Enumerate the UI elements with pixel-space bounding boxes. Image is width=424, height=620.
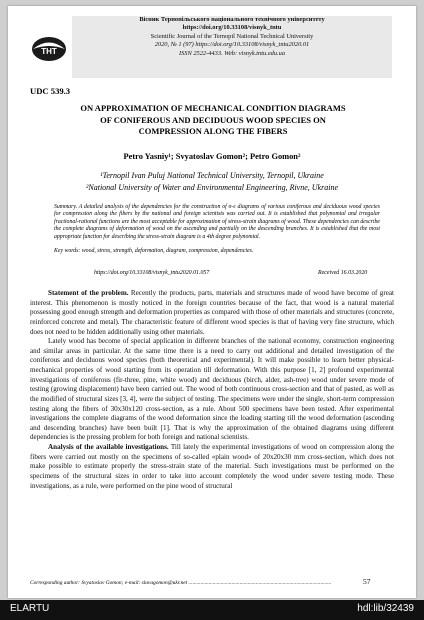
body-text	[30, 289, 394, 491]
paragraph: Lately wood has become of special application in different branches of the national economy, construction engineering and similar areas in particular. At the same time there is a need to carry out additional and detailed investigation of the coniferous and deciduous wood species (both theoretical and experimental). It will make possible to learn better physical-mechanical properties of wood starting from its operation till deformation. With this purpose [1, 2] profound experimental investigations of coniferous (fir-three, pine, white wood) and deciduous (birch, alder, ash-tree) wood under severe mode of testing (growing displacement) have been carried out. The wood of both continuous cross-section and that of pasted, as well as the modified of structural sizes [3, 4], were the subject of testing. The specimens were under the single, short-term compression testing along the fibers of 30x30x120 cross-section, as a rule. About 500 specimens have been tested. After experimental investigations the complete diagrams of the wood deformation since the loading starting till the wood deformation (ascending and descending branches) have been built [1]. That is why the approximation of the obtained diagrams using different dependencies is the pressing problem for both foreign and national scientists.	[30, 337, 394, 442]
affiliation-1: ¹Ternopil Ivan Puluj National Technical University, Ternopil, Ukraine	[100, 171, 324, 180]
abstract: Summary. A detailed analysis of the dependencies for the construction of σ-ε diagrams of various coniferous and deciduous wood species for compression along the fibers by the national and foreign scientists was carried out. It is established that polynomial and irregular fractional-rational functions are the most acceptable for approximation of stress-strain diagrams of wood. These dependencies can describe the complete diagrams of deformation of wood on the ascending and partially on the descending branches. It is established that the most appropriate function for describing the stress-strain diagram is a 4th degree polynomial.	[54, 204, 380, 240]
handle-id[interactable]: hdl:lib/32439	[357, 603, 414, 614]
issue-info: 2020, № 1 (97) https://doi.org/10.33108/visnyk_tntu2020.01	[154, 41, 310, 49]
title-line: COMPRESSION ALONG THE FIBERS	[138, 126, 288, 137]
section-heading: Statement of the problem.	[48, 289, 129, 297]
footnote: Corresponding author: Svyatoslav Gomon; e-mail: slavagomon@ukr.net ..........................................................................................................	[30, 580, 332, 586]
issn-info: ISSN 2522-4433. Web: visnyk.tntu.edu.ua	[178, 49, 286, 57]
repository-name[interactable]: ELARTU	[10, 603, 50, 614]
paper-title	[48, 103, 378, 138]
received-date: Received 16.03.2020	[318, 270, 368, 276]
journal-doi[interactable]: https://doi.org/10.33108/visnyk_tntu	[182, 24, 282, 32]
bottom-bar	[0, 600, 424, 620]
affiliation-2: ²National University of Water and Environmental Engineering, Rivne, Ukraine	[86, 183, 338, 192]
article-doi[interactable]: https://doi.org/10.33108/visnyk_tntu2020.01.057	[94, 270, 210, 276]
paragraph	[30, 443, 394, 491]
journal-name-ukr: Вісник Тернопільського національного технічного університету	[139, 16, 325, 23]
paper-page	[8, 6, 416, 598]
svg-text:THT: THT	[41, 47, 57, 56]
journal-name-eng: Scientific Journal of the Ternopil National Technical University	[150, 32, 314, 40]
journal-header	[72, 16, 392, 78]
authors: Petro Yasniy¹; Svyatoslav Gomon²; Petro Gomon²	[123, 152, 301, 161]
page-number: 57	[363, 577, 371, 586]
section-heading: Analysis of the available investigations.	[48, 443, 169, 451]
paragraph	[30, 289, 394, 337]
affiliations	[28, 170, 396, 194]
title-line: ON APPROXIMATION OF MECHANICAL CONDITION DIAGRAMS	[80, 103, 346, 113]
paragraph-text: Till lately the experimental investigations of wood on compression along the fibers were carried out mostly on the specimens of so-called «plain wood» of 20x20x30 mm cross-section, which does not make possible to estimate properly the stress-strain state of the material. Such investigations must be performed on the specimens of the structural sizes in order to take into account completely the wood under severe testing mode. These investigations, as a rule, were performed on the pine wood of structural	[30, 443, 394, 490]
udc-code: UDC 539.3	[30, 86, 71, 96]
paragraph-text: Recently the products, parts, materials and structures made of wood have become of great interest. This phenomenon is mostly noticed in the foreign countries because of the fact, that wood is a natural material possessing good enough strength and deformation properties as compared with those of other materials and structures (concrete, reinforced concrete and metal). The characteristic feature of different wood species is that of having very fine structure, which does not need to be hidden additionally using other materials.	[30, 289, 394, 336]
journal-logo	[30, 34, 68, 64]
title-line: OF CONIFEROUS AND DECIDUOUS WOOD SPECIES ON	[100, 114, 326, 125]
keywords: Key words: wood, stress, strength, deformation, diagram, compression, dependencies.	[54, 248, 254, 254]
